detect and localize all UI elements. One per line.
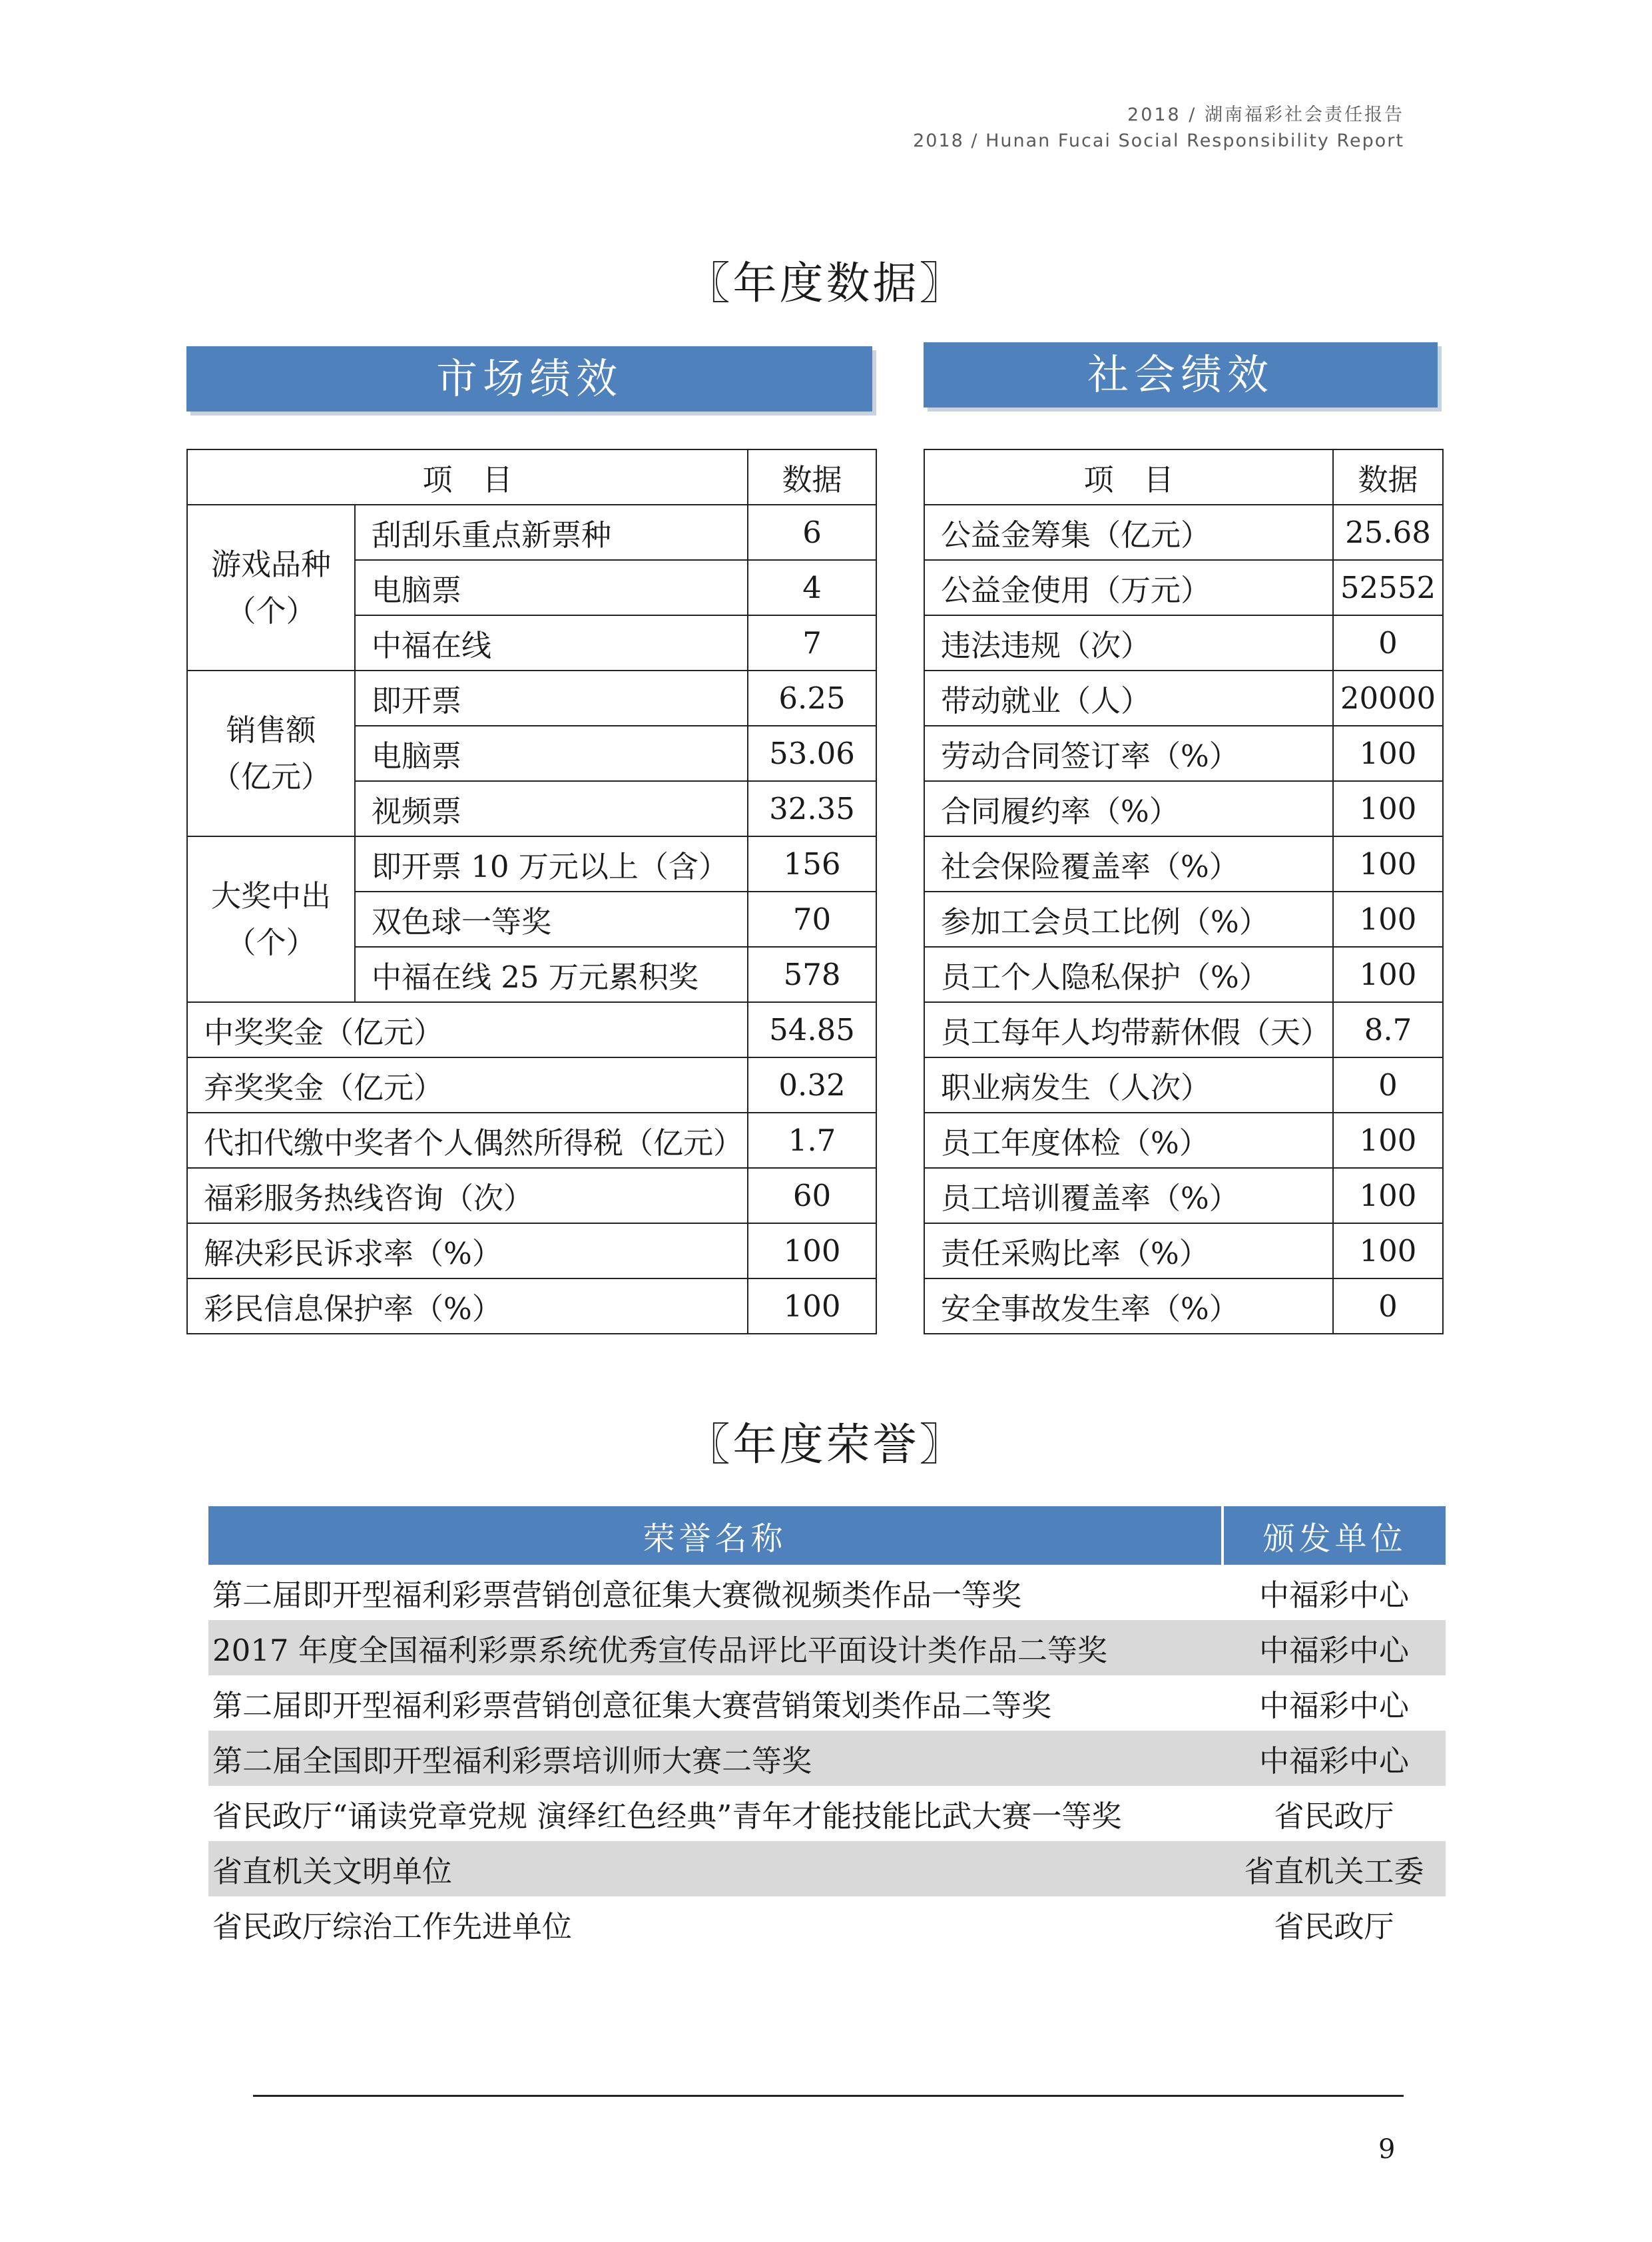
table-row [208,1731,1446,1786]
issuer-cell: 省民政厅 [1274,1909,1394,1944]
table-row [924,1002,1443,1057]
item-cell: 劳动合同签订率（%） [924,726,1333,781]
value-cell: 0 [1333,1278,1443,1334]
table-header-row [187,449,876,505]
item-cell: 弃奖奖金（亿元） [187,1057,748,1113]
value-cell: 4 [748,560,876,615]
item-cell: 员工每年人均带薪休假（天） [924,1002,1333,1057]
column-header-value: 数据 [748,449,876,505]
item-cell: 彩民信息保护率（%） [187,1278,748,1334]
table-row [187,671,876,726]
social-performance-table [924,449,1444,1334]
column-header-item: 项 目 [187,449,748,505]
value-cell: 70 [748,892,876,947]
item-cell: 电脑票 [355,726,748,781]
table-row [924,1113,1443,1168]
value-cell: 100 [1333,947,1443,1002]
table-row [924,1223,1443,1278]
table-row [187,1002,876,1057]
honor-name-cell: 省民政厅综治工作先进单位 [212,1909,573,1944]
table-row [187,836,876,892]
table-row [924,781,1443,836]
item-cell: 违法违规（次） [924,615,1333,671]
item-cell: 合同履约率（%） [924,781,1333,836]
category-cell [187,836,355,1002]
issuer-cell: 中福彩中心 [1258,1577,1409,1613]
value-cell: 7 [748,615,876,671]
item-cell: 双色球一等奖 [355,892,748,947]
value-cell: 1.7 [748,1113,876,1168]
item-cell: 电脑票 [355,560,748,615]
issuer-cell: 中福彩中心 [1258,1688,1409,1723]
value-cell: 100 [1333,836,1443,892]
table-row [924,615,1443,671]
table-row [187,1113,876,1168]
item-cell: 公益金使用（万元） [924,560,1333,615]
item-cell: 福彩服务热线咨询（次） [187,1168,748,1223]
issuer-cell: 省直机关工委 [1223,1841,1446,1896]
category-unit: （个） [226,924,316,960]
value-cell: 20000 [1333,671,1443,726]
table-row [924,1057,1443,1113]
table-row [924,560,1443,615]
item-cell: 员工年度体检（%） [924,1113,1333,1168]
category-unit: （亿元） [210,758,331,794]
table-row [208,1565,1446,1620]
table-row [208,1620,1446,1675]
column-header-issuer: 颁发单位 [1223,1506,1446,1565]
honor-name-cell: 第二届即开型福利彩票营销创意征集大赛微视频类作品一等奖 [212,1577,1022,1613]
item-cell: 公益金筹集（亿元） [924,505,1333,560]
table-row [208,1786,1446,1841]
value-cell: 100 [1333,1223,1443,1278]
header-title-cn: 2018 / 湖南福彩社会责任报告 [1127,105,1404,125]
table-row [924,1278,1443,1334]
item-cell: 代扣代缴中奖者个人偶然所得税（亿元） [187,1113,748,1168]
issuer-cell: 中福彩中心 [1223,1731,1446,1786]
annual-honors-title: 〖年度荣誉〗 [686,1419,966,1470]
value-cell: 32.35 [748,781,876,836]
item-cell: 责任采购比率（%） [924,1223,1333,1278]
item-cell: 视频票 [355,781,748,836]
table-header-row [924,449,1443,505]
value-cell: 100 [748,1278,876,1334]
table-row [208,1841,1446,1896]
honor-name-cell: 第二届即开型福利彩票营销创意征集大赛营销策划类作品二等奖 [212,1688,1052,1723]
page-number: 9 [1378,2134,1396,2165]
category-cell [187,505,355,671]
value-cell: 60 [748,1168,876,1223]
item-cell: 即开票 [355,671,748,726]
category-label: 大奖中出 [210,878,331,914]
value-cell: 100 [1333,1168,1443,1223]
table-row [924,505,1443,560]
category-unit: （个） [226,593,316,629]
honor-name-cell: 2017 年度全国福利彩票系统优秀宣传品评比平面设计类作品二等奖 [208,1620,1223,1675]
value-cell: 52552 [1333,560,1443,615]
table-row [924,892,1443,947]
value-cell: 0 [1333,1057,1443,1113]
annual-data-title: 〖年度数据〗 [686,258,966,309]
table-row [187,1278,876,1334]
table-row [187,1057,876,1113]
column-header-honor-name: 荣誉名称 [208,1506,1223,1565]
category-cell [187,671,355,836]
table-row [924,671,1443,726]
column-header-item: 项 目 [924,449,1333,505]
issuer-cell: 中福彩中心 [1223,1620,1446,1675]
item-cell: 中福在线 25 万元累积奖 [355,947,748,1002]
market-performance-banner: 市场绩效 [186,346,872,412]
table-row [187,505,876,560]
value-cell: 100 [1333,1113,1443,1168]
honors-table [208,1506,1446,1952]
honor-name-cell: 省直机关文明单位 [208,1841,1223,1896]
table-row [187,1223,876,1278]
footer-divider [253,2095,1404,2097]
value-cell: 100 [1333,892,1443,947]
table-row [208,1675,1446,1731]
item-cell: 员工个人隐私保护（%） [924,947,1333,1002]
item-cell: 刮刮乐重点新票种 [355,505,748,560]
value-cell: 25.68 [1333,505,1443,560]
value-cell: 0 [1333,615,1443,671]
issuer-cell: 省民政厅 [1274,1799,1394,1834]
table-row [924,947,1443,1002]
item-cell: 中福在线 [355,615,748,671]
item-cell: 社会保险覆盖率（%） [924,836,1333,892]
item-cell: 带动就业（人） [924,671,1333,726]
value-cell: 6.25 [748,671,876,726]
item-cell: 即开票 10 万元以上（含） [355,836,748,892]
item-cell: 安全事故发生率（%） [924,1278,1333,1334]
item-cell: 职业病发生（人次） [924,1057,1333,1113]
value-cell: 8.7 [1333,1002,1443,1057]
item-cell: 解决彩民诉求率（%） [187,1223,748,1278]
table-row [208,1896,1446,1952]
item-cell: 中奖奖金（亿元） [187,1002,748,1057]
value-cell: 54.85 [748,1002,876,1057]
table-row [924,836,1443,892]
item-cell: 员工培训覆盖率（%） [924,1168,1333,1223]
honor-name-cell: 省民政厅“诵读党章党规 演绎红色经典”青年才能技能比武大赛一等奖 [212,1799,1122,1834]
value-cell: 156 [748,836,876,892]
value-cell: 100 [1333,726,1443,781]
table-row [924,726,1443,781]
value-cell: 53.06 [748,726,876,781]
social-performance-banner: 社会绩效 [924,342,1438,408]
value-cell: 6 [748,505,876,560]
table-row [187,1168,876,1223]
value-cell: 100 [1333,781,1443,836]
table-row [924,1168,1443,1223]
honor-name-cell: 第二届全国即开型福利彩票培训师大赛二等奖 [208,1731,1223,1786]
market-performance-table [186,449,877,1334]
table-header-row [208,1506,1446,1565]
item-cell: 参加工会员工比例（%） [924,892,1333,947]
value-cell: 578 [748,947,876,1002]
value-cell: 0.32 [748,1057,876,1113]
header-title-en: 2018 / Hunan Fucai Social Responsibility Report [913,131,1404,151]
column-header-value: 数据 [1333,449,1443,505]
value-cell: 100 [748,1223,876,1278]
category-label: 游戏品种 [210,546,331,582]
category-label: 销售额 [226,712,316,748]
